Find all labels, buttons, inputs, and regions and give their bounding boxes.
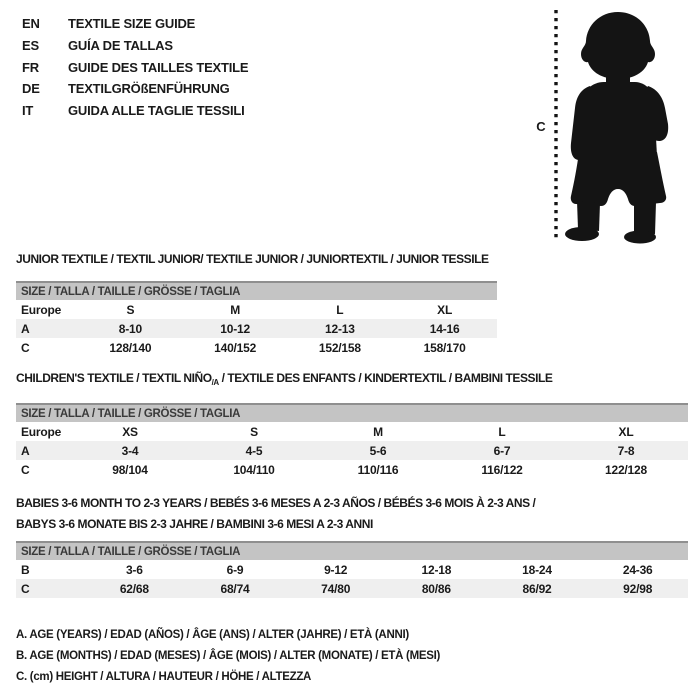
table-cell: 140/152 (214, 340, 257, 355)
row-label: A (21, 443, 30, 458)
language-label: TEXTILE SIZE GUIDE (68, 16, 196, 32)
babies-title-line2: BABYS 3-6 MONATE BIS 2-3 JAHRE / BAMBINI 3-6 MESI A 2-3 ANNI (16, 516, 373, 531)
language-label: GUIDA ALLE TAGLIE TESSILI (68, 103, 245, 119)
row-label: A (21, 321, 30, 336)
table-row-height (16, 338, 497, 357)
table-cell: 152/158 (318, 340, 361, 355)
language-row-fr (22, 56, 248, 78)
table-cell: XL (618, 424, 634, 439)
table-cell: 3-4 (121, 443, 139, 458)
children-title-post: / TEXTILE DES ENFANTS / KINDERTEXTIL / BAMBINI TESSILE (218, 371, 553, 385)
language-code: EN (22, 16, 40, 32)
table-cell: 18-24 (522, 562, 552, 577)
table-cell: 62/68 (119, 581, 149, 596)
table-cell: 9-12 (324, 562, 348, 577)
table-cell: 80/86 (421, 581, 451, 596)
children-table-title (16, 371, 552, 385)
table-cell: 74/80 (321, 581, 351, 596)
language-label: TEXTILGRÖßENFÜHRUNG (68, 81, 230, 97)
language-row-en (22, 13, 248, 35)
table-cell: 86/92 (522, 581, 552, 596)
row-label: C (21, 581, 30, 596)
table-cell: 6-9 (226, 562, 244, 577)
table-row-months (16, 560, 688, 579)
row-label: B (21, 562, 30, 577)
language-code: DE (22, 81, 40, 97)
size-header-text: SIZE / TALLA / TAILLE / GRÖSSE / TAGLIA (21, 545, 241, 558)
size-header-bar (16, 403, 688, 422)
language-code: FR (22, 59, 39, 75)
table-row-europe (16, 300, 497, 319)
table-row-height (16, 579, 688, 598)
row-label: Europe (21, 302, 62, 317)
size-header-text: SIZE / TALLA / TAILLE / GRÖSSE / TAGLIA (21, 285, 241, 298)
language-label: GUIDE DES TAILLES TEXTILE (68, 59, 249, 75)
table-cell: 5-6 (369, 443, 387, 458)
table-cell: 3-6 (125, 562, 143, 577)
table-cell: 14-16 (429, 321, 460, 336)
legend-line-b: B. AGE (MONTHS) / EDAD (MESES) / ÂGE (MOIS) / ALTER (MONATE) / ETÀ (MESI) (16, 650, 441, 663)
table-cell: 12-18 (421, 562, 452, 577)
table-cell: 98/104 (112, 462, 148, 477)
toddler-body-shapes (565, 12, 668, 244)
table-row-europe (16, 422, 688, 441)
table-cell: 4-5 (245, 443, 263, 458)
row-label: C (21, 462, 30, 477)
table-cell: XS (122, 424, 138, 439)
babies-size-table (16, 541, 688, 598)
table-row-age (16, 319, 497, 338)
language-row-es (22, 35, 248, 57)
height-measure-label: C (536, 119, 546, 134)
junior-table-title: JUNIOR TEXTILE / TEXTIL JUNIOR/ TEXTILE JUNIOR / JUNIORTEXTIL / JUNIOR TESSILE (16, 252, 489, 266)
table-cell: L (498, 424, 506, 439)
language-row-de (22, 78, 248, 100)
table-cell: 128/140 (109, 340, 152, 355)
legend (16, 624, 440, 688)
table-cell: 158/170 (423, 340, 466, 355)
table-cell: 116/122 (481, 462, 523, 477)
table-row-age (16, 441, 688, 460)
legend-line-c: C. (cm) HEIGHT / ALTURA / HAUTEUR / HÖHE / ALTEZZA (16, 671, 312, 684)
table-cell: S (126, 302, 135, 317)
table-cell: M (230, 302, 241, 317)
size-header-bar (16, 541, 688, 560)
table-cell: 6-7 (493, 443, 511, 458)
table-cell: 12-13 (325, 321, 355, 336)
table-cell: 122/128 (605, 462, 647, 477)
language-code: ES (22, 38, 39, 54)
table-cell: 24-36 (622, 562, 653, 577)
table-row-height (16, 460, 688, 479)
language-list (22, 13, 248, 121)
babies-table-title (16, 493, 535, 534)
language-row-it (22, 100, 248, 122)
table-cell: 92/98 (623, 581, 653, 596)
table-cell: 104/110 (233, 462, 275, 477)
row-label: C (21, 340, 30, 355)
table-cell: L (336, 302, 344, 317)
children-title-pre: CHILDREN'S TEXTILE / TEXTIL NIÑO (16, 371, 212, 385)
children-size-table (16, 403, 688, 479)
babies-title-line1: BABIES 3-6 MONTH TO 2-3 YEARS / BEBÉS 3-6 MESES A 2-3 AÑOS / BÉBÉS 3-6 MOIS À 2-3 ANS / (16, 496, 536, 510)
size-header-text: SIZE / TALLA / TAILLE / GRÖSSE / TAGLIA (21, 407, 241, 420)
table-cell: XL (437, 302, 453, 317)
row-label: Europe (21, 424, 62, 439)
language-code: IT (22, 103, 34, 119)
junior-size-table (16, 281, 497, 357)
table-cell: M (373, 424, 383, 439)
table-cell: 7-8 (617, 443, 635, 458)
table-cell: S (250, 424, 258, 439)
table-cell: 110/116 (357, 462, 399, 477)
table-cell: 68/74 (220, 581, 250, 596)
size-header-bar (16, 281, 497, 300)
table-cell: 8-10 (118, 321, 142, 336)
legend-line-a: A. AGE (YEARS) / EDAD (AÑOS) / ÂGE (ANS) / ALTER (JAHRE) / ETÀ (ANNI) (16, 628, 409, 641)
language-label: GUÍA DE TALLAS (68, 38, 173, 54)
table-cell: 10-12 (220, 321, 250, 336)
children-title-sub: /A (211, 378, 219, 387)
